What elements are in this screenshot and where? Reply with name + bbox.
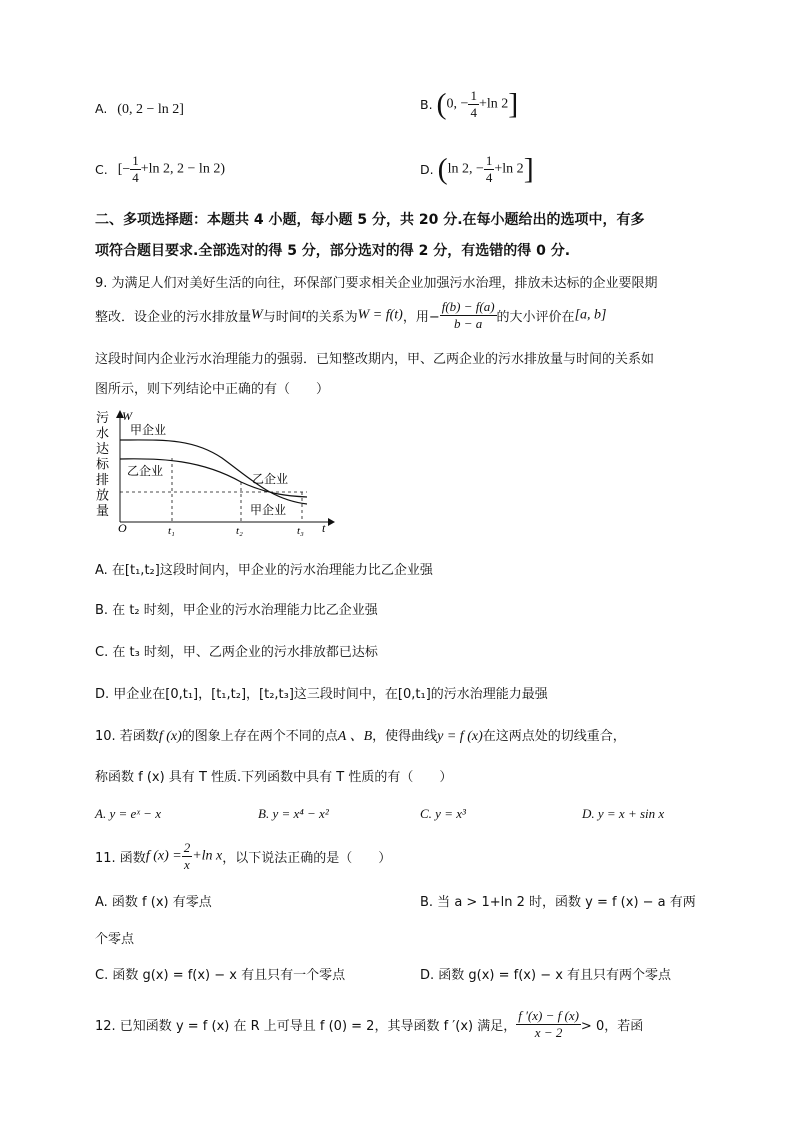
q10-stem-line2: 称函数 f (x) 具有 T 性质.下列函数中具有 T 性质的有（ ） — [95, 770, 453, 785]
section-heading-line2: 项符合题目要求.全部选对的得 5 分，部分选对的得 2 分，有选错的得 0 分. — [95, 243, 571, 259]
y-axis-label-char: 放 — [96, 488, 110, 504]
q9-option-c: C. 在 t₃ 时刻，甲、乙两企业的污水排放都已达标 — [95, 645, 378, 660]
y-axis-label-char: 标 — [96, 457, 110, 473]
q12-stem: 12. 已知函数 y = f (x) 在 R 上可导且 f (0) = 2，其导函数 f ′(x) 满足， $\frac{f '(x) - f (x)}{x - 2}$ > 0，若函 — [95, 1008, 644, 1040]
q10-option-d: D. y = x + sin x — [582, 806, 665, 821]
q9-option-d: D. 甲企业在[0,t₁]，[t₁,t₂]，[t₂,t₃]这三段时间中，在[0,t₁]的污水治理能力最强 — [95, 687, 548, 702]
q11-stem: 11. 函数f (x) = $\frac{2}{x}$ +ln x，以下说法正确的是（ ） — [95, 840, 392, 872]
label-jia-bottom: 甲企业 — [250, 503, 287, 517]
label-jia-top: 甲企业 — [130, 423, 167, 437]
q9-option-a: A. 在[t₁,t₂]这段时间内，甲企业的污水治理能力比乙企业强 — [95, 563, 433, 578]
q9-stem-line1: 9. 为满足人们对美好生活的向往，环保部门要求相关企业加强污水治理，排放未达标的企业要限期 — [95, 276, 658, 291]
q9-stem-line4: 图所示，则下列结论中正确的有（ ） — [95, 382, 330, 397]
y-axis-label — [96, 411, 110, 519]
q9-stem-line3: 这段时间内企业污水治理能力的强弱．已知整改期内，甲、乙两企业的污水排放量与时间的关系如 — [95, 352, 655, 367]
q8-option-a: A. (0, 2 − ln 2] — [95, 101, 184, 117]
y-axis-label-char: 排 — [96, 473, 110, 488]
q10-option-b: B. y = x⁴ − x² — [258, 806, 329, 821]
q11-option-d: D. 函数 g(x) = f(x) − x 有且只有两个零点 — [420, 968, 672, 983]
q11-option-b-cont: 个零点 — [95, 932, 135, 947]
label-W: W — [122, 409, 132, 423]
y-axis-label-char: 污 — [96, 411, 110, 426]
section-heading-line1: 二、多项选择题：本题共 4 小题，每小题 5 分，共 20 分.在每小题给出的选项中，有多 — [95, 212, 645, 228]
x-axis-arrow — [328, 518, 335, 526]
q8-option-b: B. (0, − $\frac{1}{4}$ +ln 2] — [420, 87, 519, 121]
label-O: O — [118, 521, 127, 535]
q9-option-b: B. 在 t₂ 时刻，甲企业的污水治理能力比乙企业强 — [95, 603, 378, 618]
q10-option-c: C. y = x³ — [420, 806, 466, 821]
q11-option-c: C. 函数 g(x) = f(x) − x 有且只有一个零点 — [95, 968, 346, 983]
label-yi-right: 乙企业 — [252, 472, 289, 486]
q11-option-b: B. 当 a > 1+ln 2 时，函数 y = f (x) − a 有两 — [420, 895, 696, 910]
label-yi-left: 乙企业 — [127, 464, 164, 478]
q10-stem-line1: 10. 若函数f (x)的图象上存在两个不同的点A 、B，使得曲线y = f (x)在这两点处的切线重合， — [95, 729, 626, 744]
q8-option-c: C. [− $\frac{1}{4}$ +ln 2, 2 − ln 2) — [95, 153, 225, 185]
y-axis-label-char: 水 — [96, 426, 110, 442]
y-axis-label-char: 达 — [96, 442, 110, 457]
q9-graph — [92, 408, 337, 538]
label-t1: t₁ — [168, 525, 175, 537]
label-t: t — [322, 521, 326, 535]
q10-option-a: A. y = eˣ − x — [95, 806, 161, 821]
label-t3: t₃ — [297, 525, 304, 537]
label-t2: t₂ — [236, 525, 243, 537]
y-axis-label-char: 量 — [96, 504, 110, 519]
q8-option-d: D. (ln 2, − $\frac{1}{4}$ +ln 2] — [420, 152, 534, 186]
q9-stem-line2: 整改．设企业的污水排放量W与时间t的关系为W = f(t)，用− $\frac{f(b) - f(a)}{b - a}$ 的大小评价在[a, b] — [95, 299, 607, 331]
q11-option-a: A. 函数 f (x) 有零点 — [95, 895, 212, 910]
